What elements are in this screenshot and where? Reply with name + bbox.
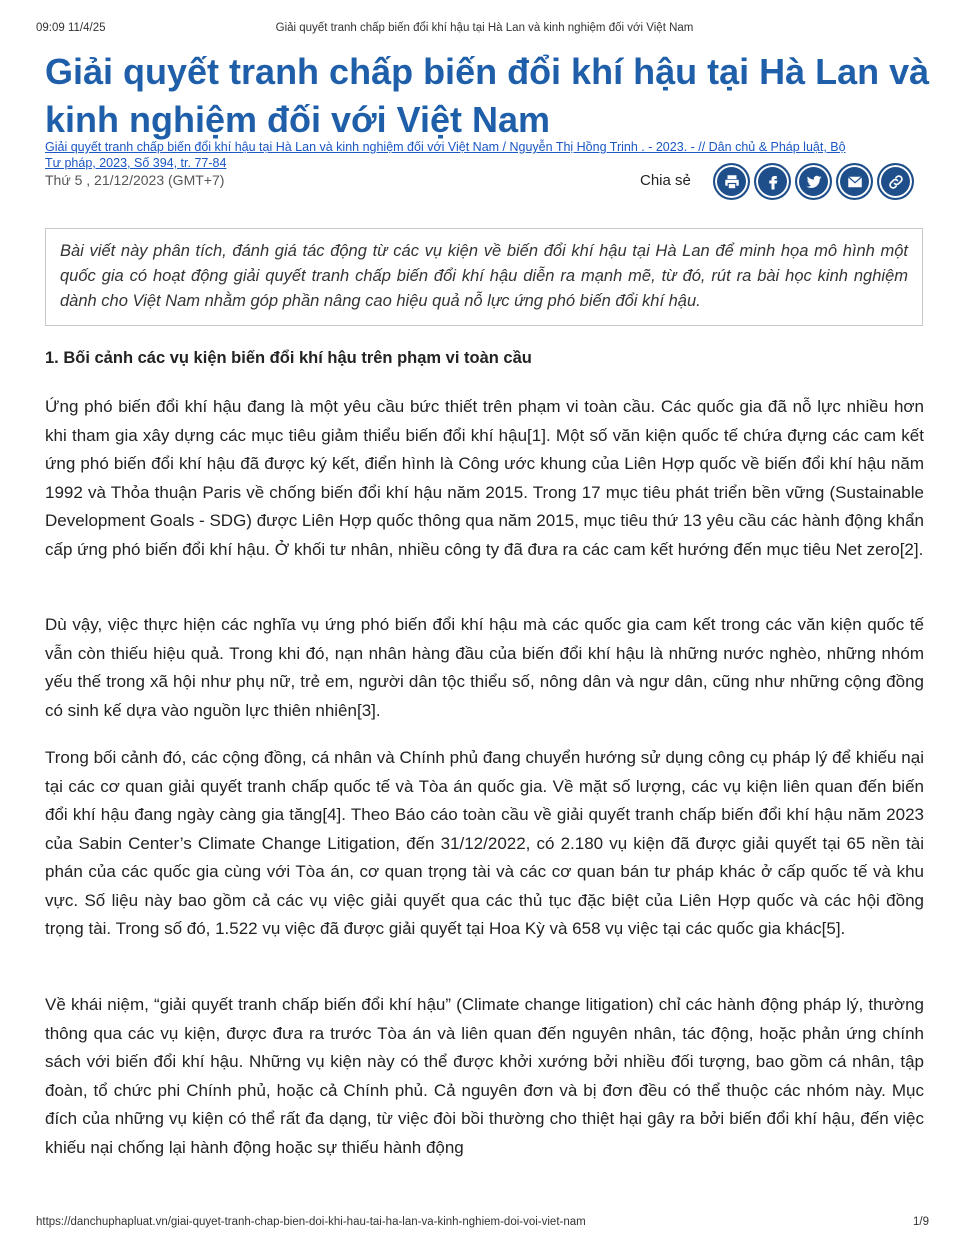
twitter-share-button[interactable] xyxy=(795,163,832,200)
facebook-icon xyxy=(764,173,782,191)
print-page-number: 1/9 xyxy=(913,1216,929,1228)
paragraph: Trong bối cảnh đó, các cộng đồng, cá nhân và Chính phủ đang chuyển hướng sử dụng công cụ pháp lý để khiếu nại tại các cơ quan giải quyết tranh chấp quốc tế và Tòa án quốc gia. Về mặt số lượng, các vụ kiện liên quan đến biến đổi khí hậu đang ngày càng gia tăng[4]. Theo Báo cáo toàn cầu về giải quyết tranh chấp biến đổi khí hậu năm 2023 của Sabin Center’s Climate Change Litigation, đến 31/12/2022, có 2.180 vụ kiện đã được giải quyết tại 65 nền tài phán của các quốc gia cùng với Tòa án, cơ quan trọng tài và các cơ quan bán tư pháp khác ở cấp quốc tế và khu vực. Số liệu này bao gồm cả các vụ việc giải quyết qua các thủ tục đặc biệt của Liên Hợp quốc và các hội đồng trọng tài. Trong số đó, 1.522 vụ việc đã được giải quyết tại Hoa Kỳ và 658 vụ việc tại các quốc gia khác[5]. xyxy=(45,748,924,938)
email-icon xyxy=(846,173,864,191)
paragraph: Dù vậy, việc thực hiện các nghĩa vụ ứng phó biến đổi khí hậu mà các quốc gia cam kết trong các văn kiện quốc tế vẫn còn thiếu hiệu quả. Trong khi đó, nạn nhân hàng đầu của biến đổi khí hậu là những nước nghèo, những nhóm yếu thế trong xã hội như phụ nữ, trẻ em, người dân tộc thiểu số, nông dân và ngư dân, cũng như những cộng đồng có sinh kế dựa vào nguồn lực thiên nhiên[3]. xyxy=(45,615,924,720)
paragraph: Ứng phó biến đổi khí hậu đang là một yêu cầu bức thiết trên phạm vi toàn cầu. Các quốc gia đã nỗ lực nhiều hơn khi tham gia xây dựng các mục tiêu giảm thiểu biến đổi khí hậu[1]. Một số văn kiện quốc tế chứa đựng các cam kết ứng phó biến đổi khí hậu đã được ký kết, điển hình là Công ước khung của Liên Hợp quốc về biến đổi khí hậu năm 1992 và Thỏa thuận Paris về chống biến đổi khí hậu năm 2015. Trong 17 mục tiêu phát triển bền vững (Sustainable Development Goals - SDG) được Liên Hợp quốc thông qua năm 2015, mục tiêu thứ 13 yêu cầu các hành động khẩn cấp ứng phó biến đổi khí hậu. Ở khối tư nhân, nhiều công ty đã đưa ra các cam kết hướng đến mục tiêu Net zero[2]. xyxy=(45,397,924,559)
article-title: Giải quyết tranh chấp biến đổi khí hậu tại Hà Lan và kinh nghiệm đối với Việt Nam xyxy=(45,51,930,140)
citation-link[interactable]: Giải quyết tranh chấp biến đổi khí hậu tại Hà Lan và kinh nghiệm đối với Việt Nam / Nguyễn Thị Hồng Trinh . - 2023. - // Dân chủ & Pháp luật, Bộ xyxy=(45,140,846,154)
print-page-title: Giải quyết tranh chấp biến đổi khí hậu tại Hà Lan và kinh nghiệm đối với Việt Nam xyxy=(275,22,694,34)
share-label: Chia sẻ xyxy=(640,172,691,189)
print-share-button[interactable] xyxy=(713,163,750,200)
print-datetime: 09:09 11/4/25 xyxy=(36,22,106,34)
copy-link-share-button[interactable] xyxy=(877,163,914,200)
print-icon xyxy=(723,173,741,191)
link-icon xyxy=(887,173,905,191)
print-url: https://danchuphapluat.vn/giai-quyet-tranh-chap-bien-doi-khi-hau-tai-ha-lan-va-kinh-nghiem-doi-voi-viet-nam xyxy=(36,1216,586,1228)
paragraph: Về khái niệm, “giải quyết tranh chấp biến đổi khí hậu” (Climate change litigation) chỉ các hành động pháp lý, thường thông qua các vụ kiện, được đưa ra trước Tòa án và liên quan đến nguyên nhân, tác động, hoặc phản ứng chính sách với biến đổi khí hậu. Những vụ kiện này có thể được khởi xướng bởi nhiều đối tượng, bao gồm cá nhân, tập đoàn, tổ chức phi Chính phủ, hoặc cả Chính phủ. Cả nguyên đơn và bị đơn đều có thể thuộc các nhóm này. Mục đích của những vụ kiện có thể rất đa dạng, từ việc đòi bồi thường cho thiệt hại gây ra bởi biến đổi khí hậu, đến việc khiếu nại chống lại hành động hoặc sự thiếu hành động xyxy=(45,995,924,1157)
section-heading: 1. Bối cảnh các vụ kiện biến đổi khí hậu trên phạm vi toàn cầu xyxy=(45,349,532,367)
publish-date: Thứ 5 , 21/12/2023 (GMT+7) xyxy=(45,172,225,188)
email-share-button[interactable] xyxy=(836,163,873,200)
facebook-share-button[interactable] xyxy=(754,163,791,200)
article-abstract: Bài viết này phân tích, đánh giá tác động từ các vụ kiện về biến đổi khí hậu tại Hà Lan để minh họa mô hình một quốc gia có hoạt động giải quyết tranh chấp biến đổi khí hậu diễn ra mạnh mẽ, từ đó, rút ra bài học kinh nghiệm dành cho Việt Nam nhằm góp phần nâng cao hiệu quả nỗ lực ứng phó biến đổi khí hậu. xyxy=(45,228,923,326)
twitter-icon xyxy=(805,173,823,191)
citation-link-continued[interactable]: Tư pháp, 2023, Số 394, tr. 77-84 xyxy=(45,156,227,170)
